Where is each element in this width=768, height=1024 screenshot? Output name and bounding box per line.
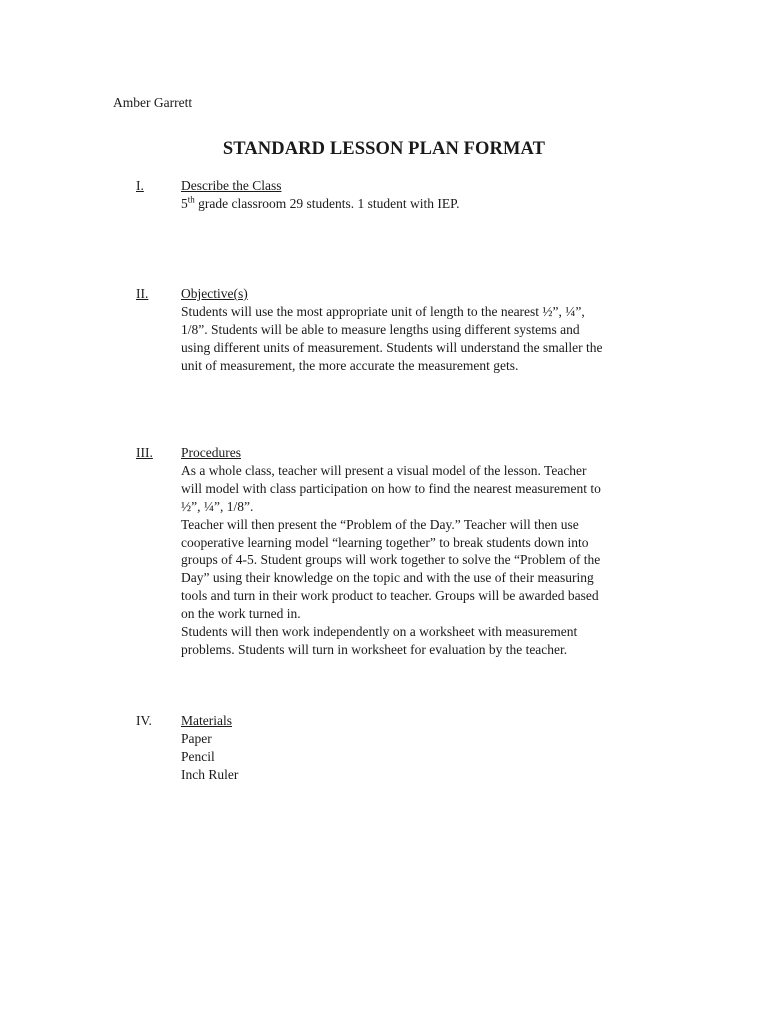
section-describe-class (136, 177, 656, 213)
class-description-text: grade classroom 29 students. 1 student with IEP. (194, 195, 460, 211)
section-title: Materials (181, 713, 232, 728)
text-line: Teacher will then present the “Problem of the Day.” Teacher will then use (181, 516, 579, 532)
text-line: on the work turned in. (181, 606, 301, 622)
text-line: problems. Students will turn in worksheet for evaluation by the teacher. (181, 641, 568, 657)
section-heading (136, 285, 656, 303)
material-item: Paper (181, 730, 212, 746)
text-line: using different units of measurement. Students will understand the smaller the (181, 339, 603, 355)
text-line: unit of measurement, the more accurate the measurement gets. (181, 357, 519, 373)
section-number: I. (136, 178, 144, 193)
section-procedures (136, 444, 656, 659)
class-description (181, 195, 656, 213)
grade-ordinal: th (187, 194, 195, 205)
section-materials (136, 712, 656, 784)
text-line: Students will then work independently on a worksheet with measurement (181, 624, 578, 640)
section-body (181, 462, 656, 659)
section-body (181, 195, 656, 213)
section-heading (136, 712, 656, 730)
text-line: ½”, ¼”, 1/8”. (181, 498, 254, 514)
text-line: tools and turn in their work product to teacher. Groups will be awarded based (181, 588, 599, 604)
text-line: cooperative learning model “learning together” to break students down into (181, 534, 589, 550)
section-title: Objective(s) (181, 286, 248, 301)
section-number: II. (136, 286, 149, 301)
text-line: 1/8”. Students will be able to measure lengths using different systems and (181, 321, 580, 337)
section-title: Describe the Class (181, 178, 282, 193)
text-line: will model with class participation on how to find the nearest measurement to (181, 480, 601, 496)
text-line: Students will use the most appropriate unit of length to the nearest ½”, ¼”, (181, 303, 585, 319)
material-item: Inch Ruler (181, 766, 239, 782)
section-number: IV. (136, 713, 152, 728)
text-line: Day” using their knowledge on the topic and with the use of their measuring (181, 570, 594, 586)
material-item: Pencil (181, 748, 215, 764)
section-body (181, 303, 656, 375)
text-line: As a whole class, teacher will present a visual model of the lesson. Teacher (181, 462, 587, 478)
section-objectives (136, 285, 656, 375)
text-line: groups of 4-5. Student groups will work together to solve the “Problem of the (181, 552, 601, 568)
author-name: Amber Garrett (113, 95, 193, 110)
section-heading (136, 444, 656, 462)
section-number: III. (136, 445, 153, 460)
document-title: STANDARD LESSON PLAN FORMAT (222, 139, 546, 159)
section-title: Procedures (181, 445, 241, 460)
section-body (181, 730, 656, 784)
section-heading (136, 177, 656, 195)
grade-number: 5 (181, 195, 188, 211)
